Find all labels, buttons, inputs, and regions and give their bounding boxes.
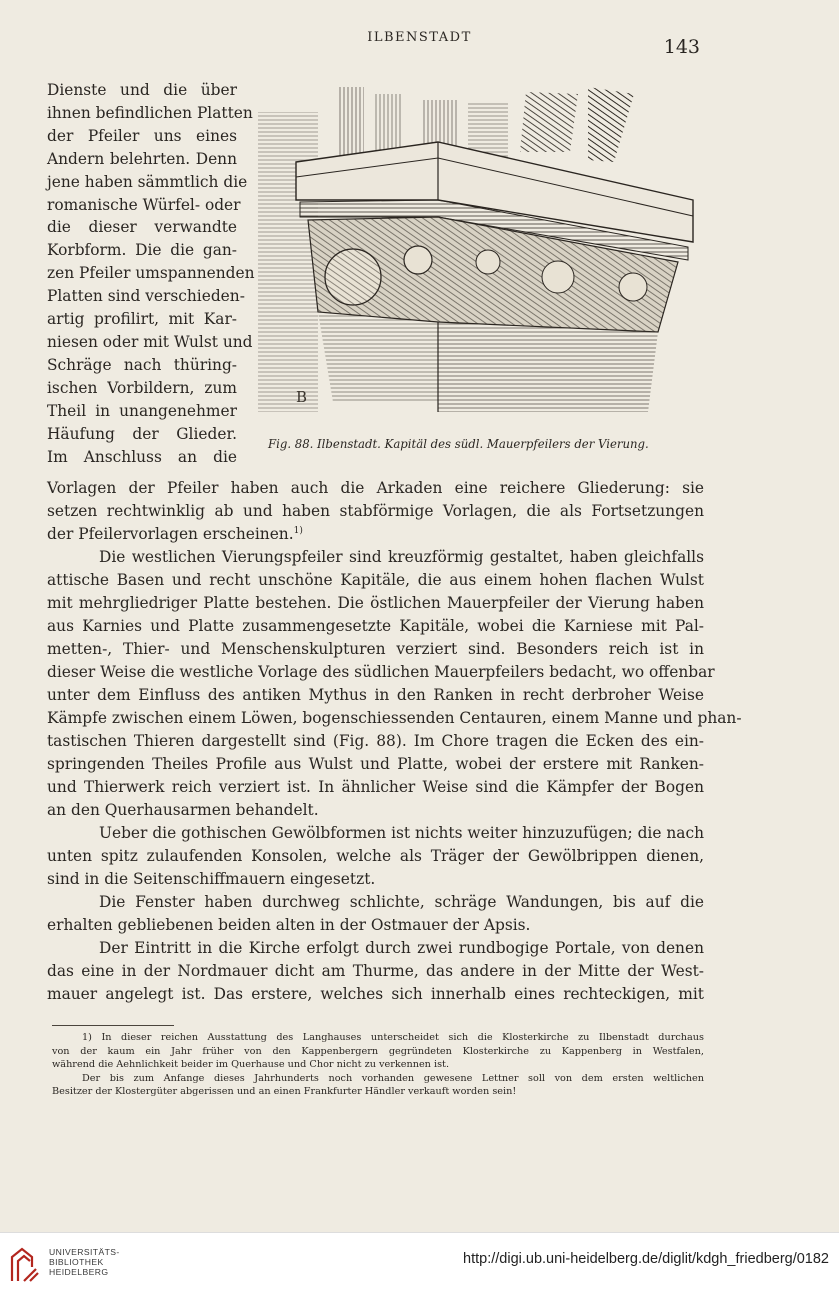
body-text-line xyxy=(47,523,704,546)
footnote-rule xyxy=(52,1025,174,1026)
body-text xyxy=(47,477,742,1006)
body-line-text: das eine in der Nordmauer dicht am Thurme, das andere in der Mitte der West- xyxy=(47,962,704,980)
body-line-text: setzen rechtwinklig ab und haben stabförmige Vorlagen, die als Fortsetzungen xyxy=(47,502,704,520)
body-line-text: tastischen Thieren dargestellt sind (Fig. 88). Im Chore tragen die Ecken des ein- xyxy=(47,732,704,750)
side-text-line: Häufung der Glieder. xyxy=(47,424,237,443)
body-text-line xyxy=(47,845,704,868)
body-text-line xyxy=(47,960,704,983)
body-line-text: attische Basen und recht unschöne Kapitäle, die aus einem hohen flachen Wulst xyxy=(47,571,704,589)
page-url[interactable]: http://digi.ub.uni-heidelberg.de/diglit/kdgh_friedberg/0182 xyxy=(463,1251,829,1267)
page-number: 143 xyxy=(663,36,700,58)
library-name-line: UNIVERSITÄTS- xyxy=(49,1247,120,1257)
side-text-line: Im Anschluss an die xyxy=(47,447,237,466)
capital-engraving xyxy=(258,82,704,427)
body-line-text: Vorlagen der Pfeiler haben auch die Arkaden eine reichere Gliederung: sie xyxy=(47,479,704,497)
viewer-footer xyxy=(0,1232,839,1292)
body-line-text: erhalten gebliebenen beiden alten in der Ostmauer der Apsis. xyxy=(47,916,531,934)
body-text-line xyxy=(47,546,704,569)
side-text-line: zen Pfeiler umspannenden xyxy=(47,264,255,283)
footnote-reference: 1) xyxy=(293,525,303,536)
library-name-line: BIBLIOTHEK xyxy=(49,1257,104,1267)
footnote-line: 1) In dieser reichen Ausstattung des Langhauses unterscheidet sich die Klosterkirche zu Ilbenstadt durchaus xyxy=(82,1032,704,1043)
body-text-line xyxy=(47,868,704,891)
body-text-line xyxy=(47,937,704,960)
body-line-text: der Pfeilervorlagen erscheinen. xyxy=(47,525,294,543)
body-line-text: Die Fenster haben durchweg schlichte, schräge Wandungen, bis auf die xyxy=(99,893,704,911)
side-text-line: Theil in unangenehmer xyxy=(47,401,237,420)
body-text-line xyxy=(47,730,704,753)
body-line-text: unter dem Einfluss des antiken Mythus in den Ranken in recht derbroher Weise xyxy=(47,686,704,704)
body-text-line xyxy=(47,592,704,615)
body-line-text: metten-, Thier- und Menschenskulpturen verziert sind. Besonders reich ist in xyxy=(47,640,704,658)
side-column-text xyxy=(47,79,255,468)
university-library-logo-icon[interactable] xyxy=(8,1243,42,1283)
library-name-line: HEIDELBERG xyxy=(49,1267,109,1277)
side-text-line: ischen Vorbildern, zum xyxy=(47,378,237,397)
body-line-text: und Thierwerk reich verziert ist. In ähnlicher Weise sind die Kämpfer der Bogen xyxy=(47,778,704,796)
footnote-line: während die Aehnlichkeit beider im Querhause und Chor nicht zu verkennen ist. xyxy=(52,1059,450,1071)
body-line-text: mit mehrgliedriger Platte bestehen. Die östlichen Mauerpfeiler der Vierung haben xyxy=(47,594,704,612)
body-text-line xyxy=(47,615,704,638)
footnotes xyxy=(52,1031,704,1099)
body-text-line xyxy=(47,822,704,845)
body-line-text: Die westlichen Vierungspfeiler sind kreuzförmig gestaltet, haben gleichfalls xyxy=(99,548,704,566)
body-text-line xyxy=(47,799,704,822)
side-text-line: die dieser verwandte xyxy=(47,218,237,237)
body-line-text: an den Querhausarmen behandelt. xyxy=(47,801,319,819)
footnote-line: Der bis zum Anfange dieses Jahrhunderts noch vorhanden gewesene Lettner soll von dem ersten weltlichen xyxy=(82,1072,704,1084)
side-text-line: romanische Würfel- oder xyxy=(47,195,241,214)
side-text-line: Korbform. Die die gan- xyxy=(47,241,237,260)
side-text-line: Andern belehrten. Denn xyxy=(47,149,237,168)
body-text-line xyxy=(47,638,704,661)
body-text-line xyxy=(47,500,704,523)
side-text-line: ihnen befindlichen Platten xyxy=(47,103,253,122)
body-text-line xyxy=(47,914,704,937)
body-text-line xyxy=(47,776,704,799)
body-line-text: mauer angelegt ist. Das erstere, welches sich innerhalb eines rechteckigen, mit xyxy=(47,985,704,1003)
figure-caption: Fig. 88. Ilbenstadt. Kapitäl des südl. Mauerpfeilers der Vierung. xyxy=(268,437,649,451)
body-text-line xyxy=(47,983,704,1006)
body-text-line xyxy=(47,891,704,914)
side-text-line: Platten sind verschieden- xyxy=(47,287,245,306)
body-text-line xyxy=(47,707,742,730)
body-text-line xyxy=(47,684,704,707)
body-text-line xyxy=(47,661,715,684)
figure-capital-illustration xyxy=(258,82,704,427)
side-text-line: Dienste und die über xyxy=(47,81,237,99)
footnote-line: von der kaum ein Jahr früher von den Kappenbergern gegründeten Klosterkirche zu Kappenberg in Westfalen, xyxy=(52,1045,704,1057)
side-text-line: niesen oder mit Wulst und xyxy=(47,332,253,351)
body-line-text: aus Karnies und Platte zusammengesetzte Kapitäle, wobei die Karniese mit Pal- xyxy=(47,617,704,635)
body-line-text: Der Eintritt in die Kirche erfolgt durch zwei rundbogige Portale, von denen xyxy=(99,939,704,957)
body-line-text: Ueber die gothischen Gewölbformen ist nichts weiter hinzuzufügen; die nach xyxy=(99,824,704,842)
footnote-line: Besitzer der Klostergüter abgerissen und an einen Frankfurter Händler verkauft worden sein! xyxy=(52,1086,517,1098)
body-line-text: sind in die Seitenschiffmauern eingesetzt. xyxy=(47,870,376,888)
side-text-line: jene haben sämmtlich die xyxy=(47,172,248,191)
body-line-text: dieser Weise die westliche Vorlage des südlichen Mauerpfeilers bedacht, wo offenbar xyxy=(47,663,715,681)
body-text-line xyxy=(47,753,704,776)
engraver-monogram: B xyxy=(296,388,308,406)
side-text-line: Schräge nach thüring- xyxy=(47,355,237,374)
body-line-text: springenden Theiles Profile aus Wulst und Platte, wobei der erstere mit Ranken- xyxy=(47,755,704,773)
side-text-line: artig profilirt, mit Kar- xyxy=(47,310,237,329)
body-text-line xyxy=(47,477,704,500)
running-title: ILBENSTADT xyxy=(367,30,472,45)
body-line-text: Kämpfe zwischen einem Löwen, bogenschiessenden Centauren, einem Manne und phan- xyxy=(47,709,742,727)
library-name xyxy=(49,1247,120,1277)
body-text-line xyxy=(47,569,704,592)
side-text-line: der Pfeiler uns eines xyxy=(47,126,237,145)
body-line-text: unten spitz zulaufenden Konsolen, welche als Träger der Gewölbrippen dienen, xyxy=(47,847,704,865)
